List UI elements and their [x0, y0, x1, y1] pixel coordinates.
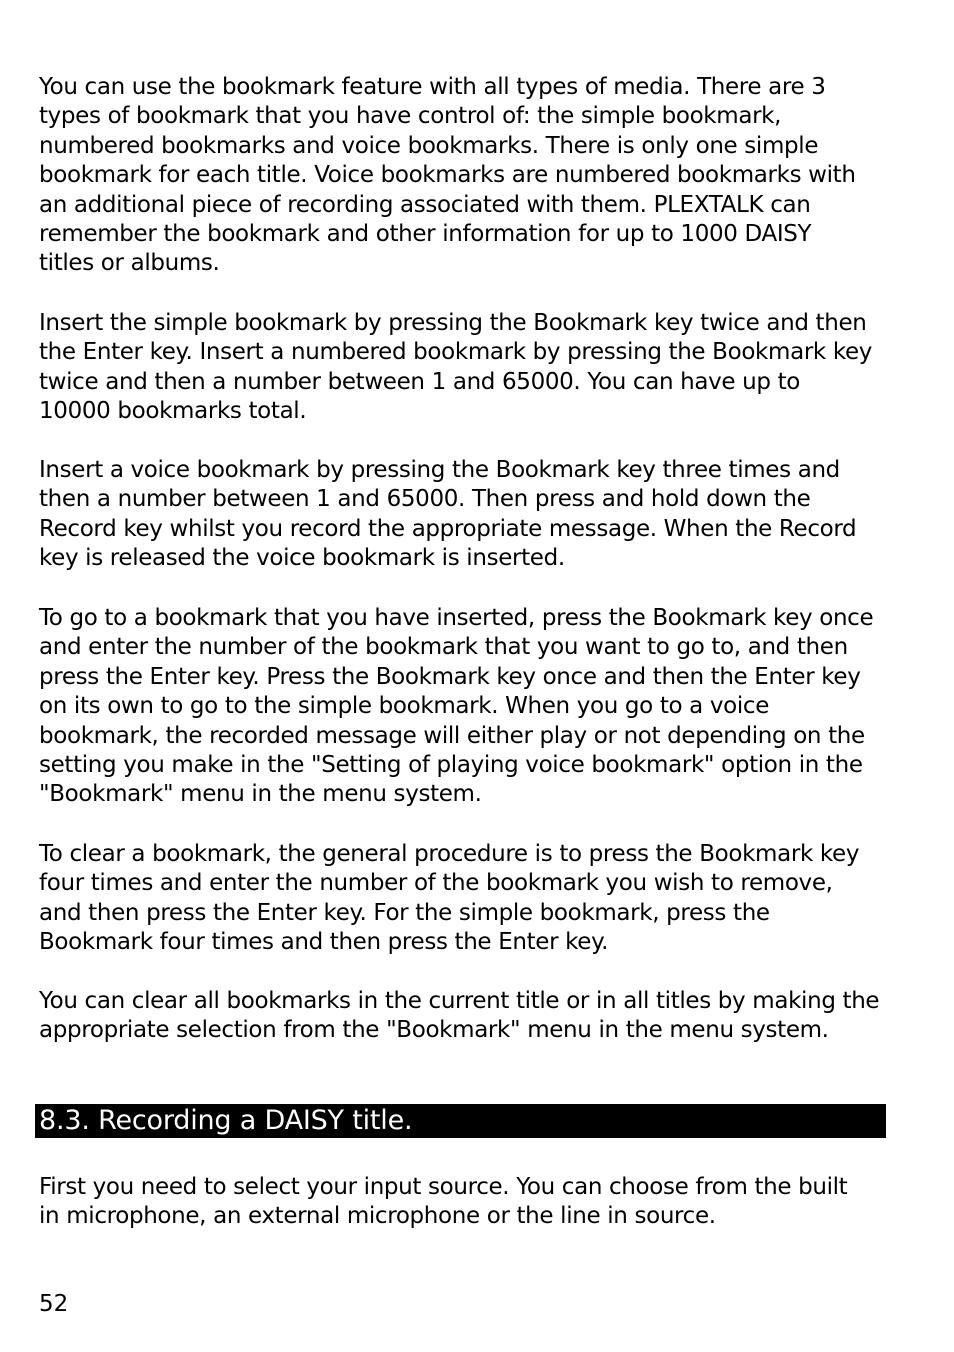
paragraph-bookmark-intro: You can use the bookmark feature with all types of media. There are 3 types of bookmark that you have control of: the simple bookmark, numbered bookmarks and voice bookmarks. There is only one simple bookmark for each title. Voice bookmarks are numbered bookmarks with an additional piece of recording associated with them. PLEXTALK can remember the bookmark and other information for up to 1000 DAISY titles or albums. [39, 74, 856, 277]
paragraph-insert-simple-bookmark: Insert the simple bookmark by pressing the Bookmark key twice and then the Enter key. Insert a numbered bookmark by pressing the Bookmark key twice and then a number between 1 and 65000. You can have up to 10000 bookmarks total. [39, 310, 873, 425]
paragraph-input-source: First you need to select your input source. You can choose from the built in microphone, an external microphone or the line in source. [39, 1174, 848, 1230]
paragraph-go-to-bookmark: To go to a bookmark that you have inserted, press the Bookmark key once and enter the number of the bookmark that you want to go to, and then press the Enter key. Press the Bookmark key once and then the Enter key on its own to go to the simple bookmark. When you go to a voice bookmark, the recorded message will either play or not depending on the setting you make in the "Setting of playing voice bookmark" option in the "Bookmark" menu in the menu system. [39, 605, 874, 808]
paragraph-clear-bookmark: To clear a bookmark, the general procedure is to press the Bookmark key four times and enter the number of the bookmark you wish to remove, and then press the Enter key. For the simple bookmark, press the Bookmark four times and then press the Enter key. [39, 841, 860, 956]
paragraph-clear-all-bookmarks: You can clear all bookmarks in the current title or in all titles by making the appropriate selection from the "Bookmark" menu in the menu system. [39, 988, 880, 1044]
paragraph-insert-voice-bookmark: Insert a voice bookmark by pressing the Bookmark key three times and then a number between 1 and 65000. Then press and hold down the Record key whilst you record the appropriate message. When the Record key is released the voice bookmark is inserted. [39, 457, 857, 572]
page-number: 52 [39, 1291, 69, 1317]
section-heading: 8.3. Recording a DAISY title. [35, 1104, 886, 1138]
